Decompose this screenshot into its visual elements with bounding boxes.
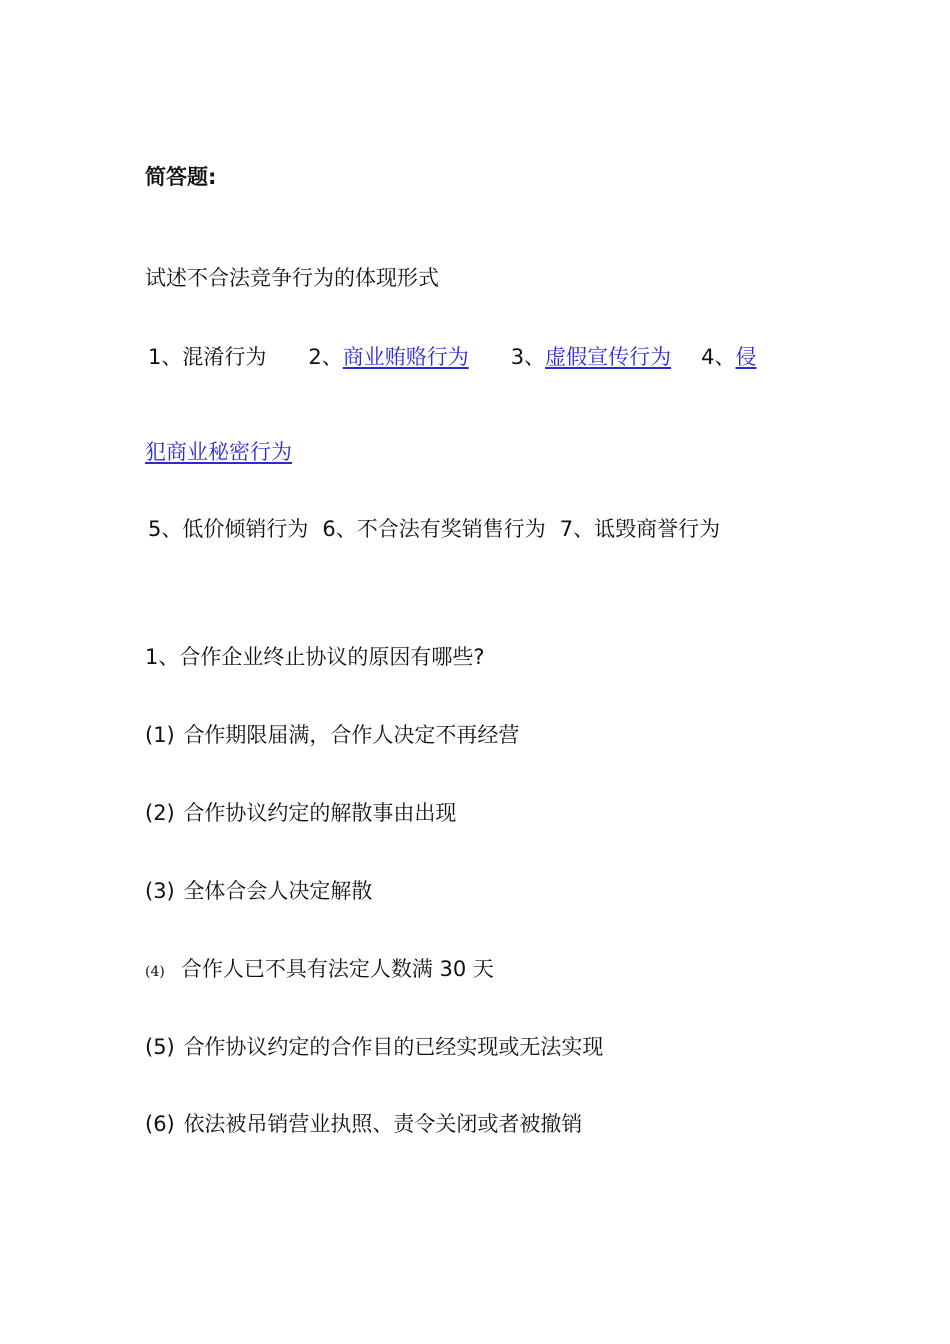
question-title-termination: 1、合作企业终止协议的原因有哪些? bbox=[145, 645, 485, 669]
reason-text: 合作人已不具有法定人数满 30 天 bbox=[180, 957, 494, 981]
reason-number: (4) bbox=[145, 964, 165, 980]
reason-number: (6) bbox=[145, 1112, 175, 1136]
forms-row-2 bbox=[145, 438, 292, 466]
reason-text: 合作协议约定的合作目的已经实现或无法实现 bbox=[183, 1035, 604, 1059]
item-5-text: 5、低价倾销行为 bbox=[148, 517, 309, 541]
item-6-text: 6、不合法有奖销售行为 bbox=[322, 517, 546, 541]
forms-row-1 bbox=[148, 343, 757, 371]
reason-item bbox=[145, 799, 456, 827]
item-1-text: 混淆行为 bbox=[182, 345, 267, 369]
item-4-number: 4、 bbox=[701, 345, 736, 369]
question-title-unfair-competition: 试述不合法竞争行为的体现形式 bbox=[145, 266, 439, 290]
reason-text: 合作期限届满，合作人决定不再经营 bbox=[183, 723, 520, 747]
reason-number: (2) bbox=[145, 801, 175, 825]
item-3-number: 3、 bbox=[510, 345, 546, 369]
reason-text: 依法被吊销营业执照、责令关闭或者被撤销 bbox=[183, 1112, 583, 1136]
reason-text: 合作协议约定的解散事由出现 bbox=[183, 801, 457, 825]
reason-number: (5) bbox=[145, 1035, 175, 1059]
reason-number: (1) bbox=[145, 723, 175, 747]
item-2-link[interactable]: 商业贿赂行为 bbox=[342, 345, 469, 369]
section-heading: 简答题: bbox=[145, 165, 217, 189]
reason-number: (3) bbox=[145, 879, 175, 903]
item-4-link-part1[interactable]: 侵 bbox=[735, 345, 757, 369]
reason-item bbox=[145, 1110, 582, 1138]
item-7-text: 7、诋毁商誉行为 bbox=[559, 517, 721, 541]
reason-item bbox=[145, 955, 494, 986]
reason-item bbox=[145, 1033, 603, 1061]
item-4-link-part2[interactable]: 犯商业秘密行为 bbox=[145, 440, 292, 464]
reason-item bbox=[145, 877, 372, 905]
reason-text: 全体合会人决定解散 bbox=[183, 879, 373, 903]
item-3-link[interactable]: 虚假宣传行为 bbox=[545, 345, 672, 369]
item-1-number: 1、 bbox=[148, 345, 183, 369]
reason-item bbox=[145, 721, 519, 749]
item-2-number: 2、 bbox=[308, 345, 343, 369]
forms-row-3 bbox=[148, 515, 720, 543]
